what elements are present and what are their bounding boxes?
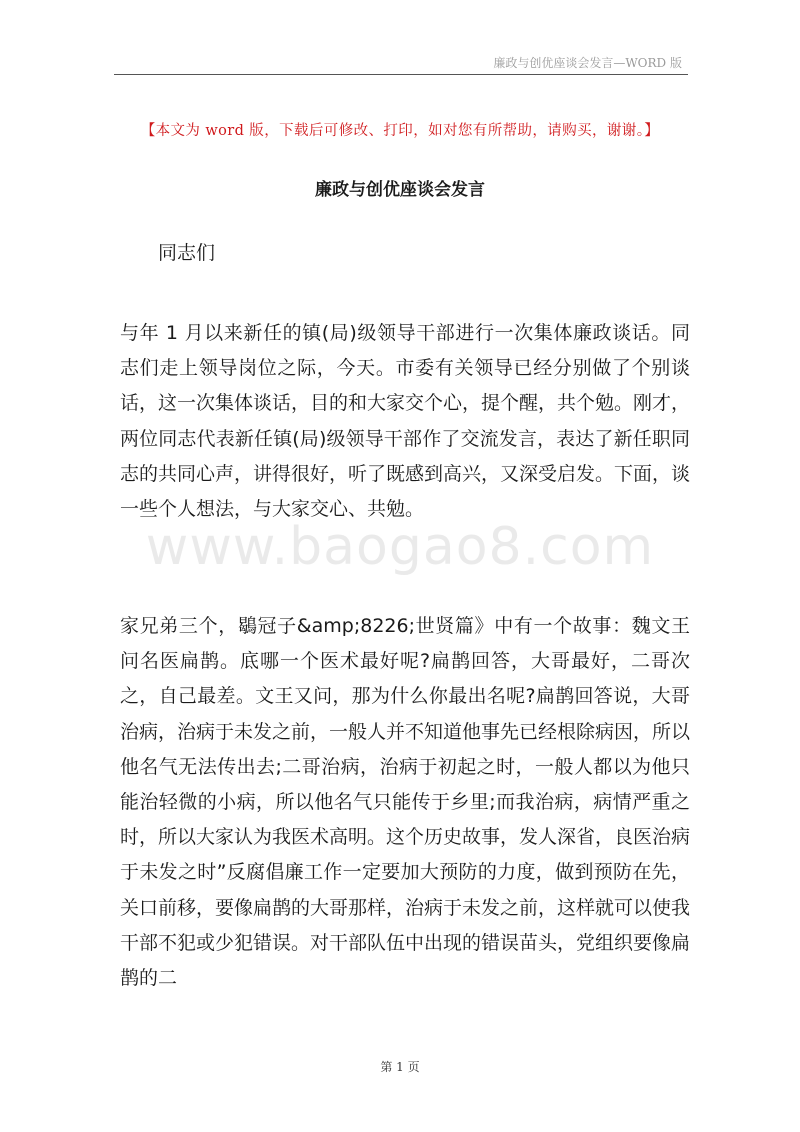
document-title: 廉政与创优座谈会发言 (315, 180, 485, 200)
salutation: 同志们 (158, 242, 216, 264)
body-paragraph-2: 家兄弟三个，鶡冠子&amp;8226;世贤篇》中有一个故事：魏文王问名医扁鹊。底哪一个医术最好呢?扁鹊回答，大哥最好，二哥次之，自己最差。文王又问，那为什么你最出名呢?扁鹊回答说，大哥治病，治病于未发之前，一般人并不知道他事先已经根除病因，所以他名气无法传出去;二哥治病，治病于初起之时，一般人都以为他只能治轻微的小病，所以他名气只能传于乡里;而我治病，病情严重之时，所以大家认为我医术高明。这个历史故事，发人深省，良医治病于未发之时”反腐倡廉工作一定要加大预防的力度，做到预防在先，关口前移，要像扁鹊的大哥那样，治病于未发之前，这样就可以使我干部不犯或少犯错误。对干部队伍中出现的错误苗头，党组织要像扁鹊的二 (120, 615, 691, 990)
page-number: 第 1 页 (380, 1060, 420, 1074)
header-divider (114, 74, 688, 75)
body-paragraph-1: 与年 1 月以来新任的镇(局)级领导干部进行一次集体廉政谈话。同志们走上领导岗位之际，今天。市委有关领导已经分别做了个别谈话，这一次集体谈话，目的和大家交个心，提个醒，共个勉。刚才，两位同志代表新任镇(局)级领导干部作了交流发言，表达了新任职同志的共同心声，讲得很好，听了既感到高兴，又深受启发。下面，谈一些个人想法，与大家交心、共勉。 (120, 322, 691, 521)
download-notice: 【本文为 word 版，下载后可修改、打印，如对您有所帮助，请购买，谢谢。】 (140, 123, 660, 139)
site-watermark: www.baogao8.com (145, 517, 655, 577)
running-header-title: 廉政与创优座谈会发言—WORD 版 (493, 56, 682, 70)
